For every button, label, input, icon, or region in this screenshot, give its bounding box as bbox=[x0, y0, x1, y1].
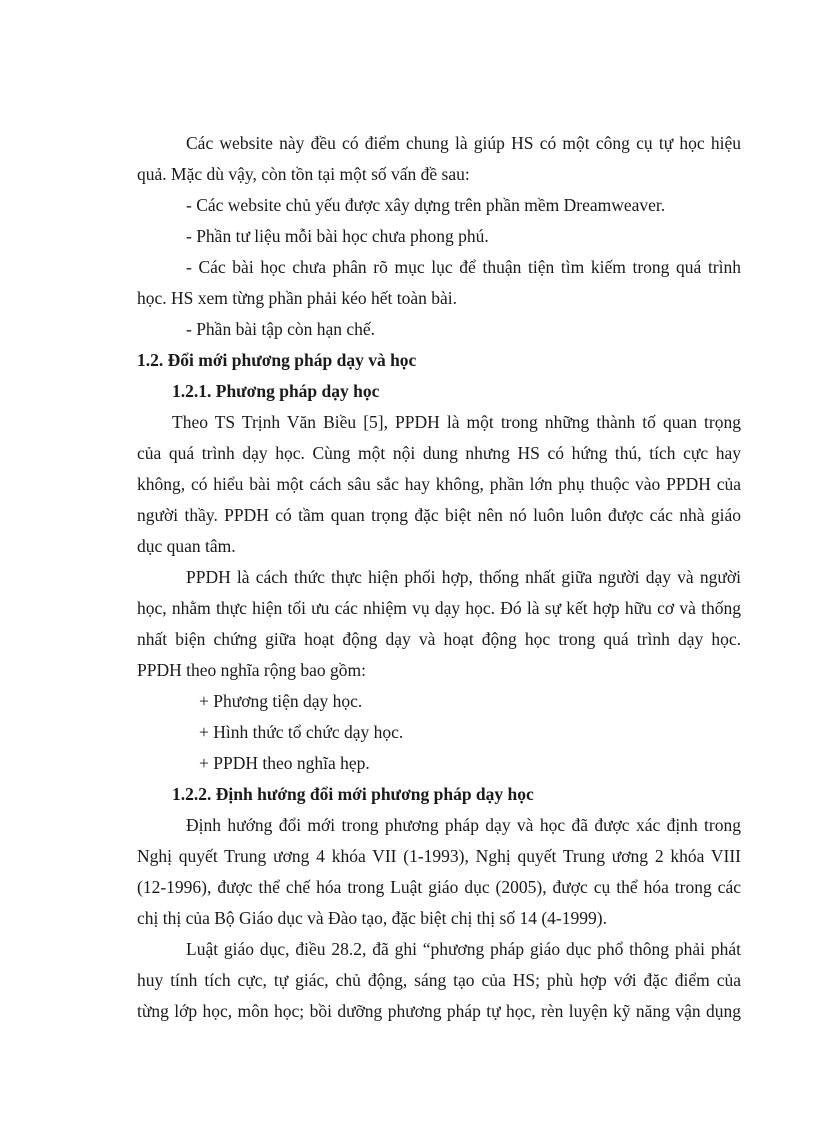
paragraph-line: Theo TS Trịnh Văn Biều [5], PPDH là một trong những thành tố quan trọng bbox=[172, 412, 741, 432]
list-item: + Phương tiện dạy học. bbox=[199, 691, 363, 711]
list-item: - Các website chủ yếu được xây dựng trên phần mềm Dreamweaver. bbox=[186, 195, 666, 215]
paragraph-line: học. HS xem từng phần phải kéo hết toàn bài. bbox=[137, 288, 458, 308]
paragraph-line: từng lớp học, môn học; bồi dưỡng phương pháp tự học, rèn luyện kỹ năng vận dụng bbox=[137, 1001, 741, 1021]
paragraph-line: quả. Mặc dù vậy, còn tồn tại một số vấn đề sau: bbox=[137, 164, 470, 184]
paragraph-line: nhất biện chứng giữa hoạt động dạy và hoạt động học trong quá trình dạy học. bbox=[137, 629, 741, 649]
paragraph-line: của quá trình dạy học. Cùng một nội dung nhưng HS có hứng thú, tích cực hay bbox=[137, 443, 741, 463]
paragraph-line: học, nhằm thực hiện tối ưu các nhiệm vụ dạy học. Đó là sự kết hợp hữu cơ và thống bbox=[137, 598, 741, 618]
list-item: - Phần tư liệu mỗi bài học chưa phong phú. bbox=[186, 226, 489, 246]
subsection-heading: 1.2.1. Phương pháp dạy học bbox=[172, 381, 380, 401]
section-heading: 1.2. Đổi mới phương pháp dạy và học bbox=[137, 350, 417, 370]
paragraph-line: PPDH theo nghĩa rộng bao gồm: bbox=[137, 660, 366, 680]
subsection-heading: 1.2.2. Định hướng đổi mới phương pháp dạy học bbox=[172, 784, 534, 804]
list-item: - Các bài học chưa phân rõ mục lục để thuận tiện tìm kiếm trong quá trình bbox=[186, 257, 741, 277]
paragraph-line: Nghị quyết Trung ương 4 khóa VII (1-1993), Nghị quyết Trung ương 2 khóa VIII bbox=[137, 846, 741, 866]
paragraph-line: (12-1996), được thể chế hóa trong Luật giáo dục (2005), được cụ thể hóa trong các bbox=[137, 877, 741, 897]
paragraph-line: người thầy. PPDH có tầm quan trọng đặc biệt nên nó luôn luôn được các nhà giáo bbox=[137, 505, 741, 525]
paragraph-line: huy tính tích cực, tự giác, chủ động, sáng tạo của HS; phù hợp với đặc điểm của bbox=[137, 970, 741, 990]
paragraph-line: PPDH là cách thức thực hiện phối hợp, thống nhất giữa người dạy và người bbox=[186, 567, 741, 587]
list-item: - Phần bài tập còn hạn chế. bbox=[186, 319, 376, 339]
paragraph-line: Luật giáo dục, điều 28.2, đã ghi “phương pháp giáo dục phổ thông phải phát bbox=[186, 939, 741, 959]
paragraph-line: dục quan tâm. bbox=[137, 536, 236, 556]
paragraph-line: chị thị của Bộ Giáo dục và Đào tạo, đặc biệt chị thị số 14 (4-1999). bbox=[137, 908, 607, 928]
list-item: + Hình thức tổ chức dạy học. bbox=[199, 722, 404, 742]
paragraph-line: Định hướng đổi mới trong phương pháp dạy và học đã được xác định trong bbox=[186, 815, 741, 835]
paragraph-line: không, có hiểu bài một cách sâu sắc hay không, phần lớn phụ thuộc vào PPDH của bbox=[137, 474, 741, 494]
paragraph-line: Các website này đều có điểm chung là giúp HS có một công cụ tự học hiệu bbox=[186, 133, 741, 153]
list-item: + PPDH theo nghĩa hẹp. bbox=[199, 753, 370, 773]
